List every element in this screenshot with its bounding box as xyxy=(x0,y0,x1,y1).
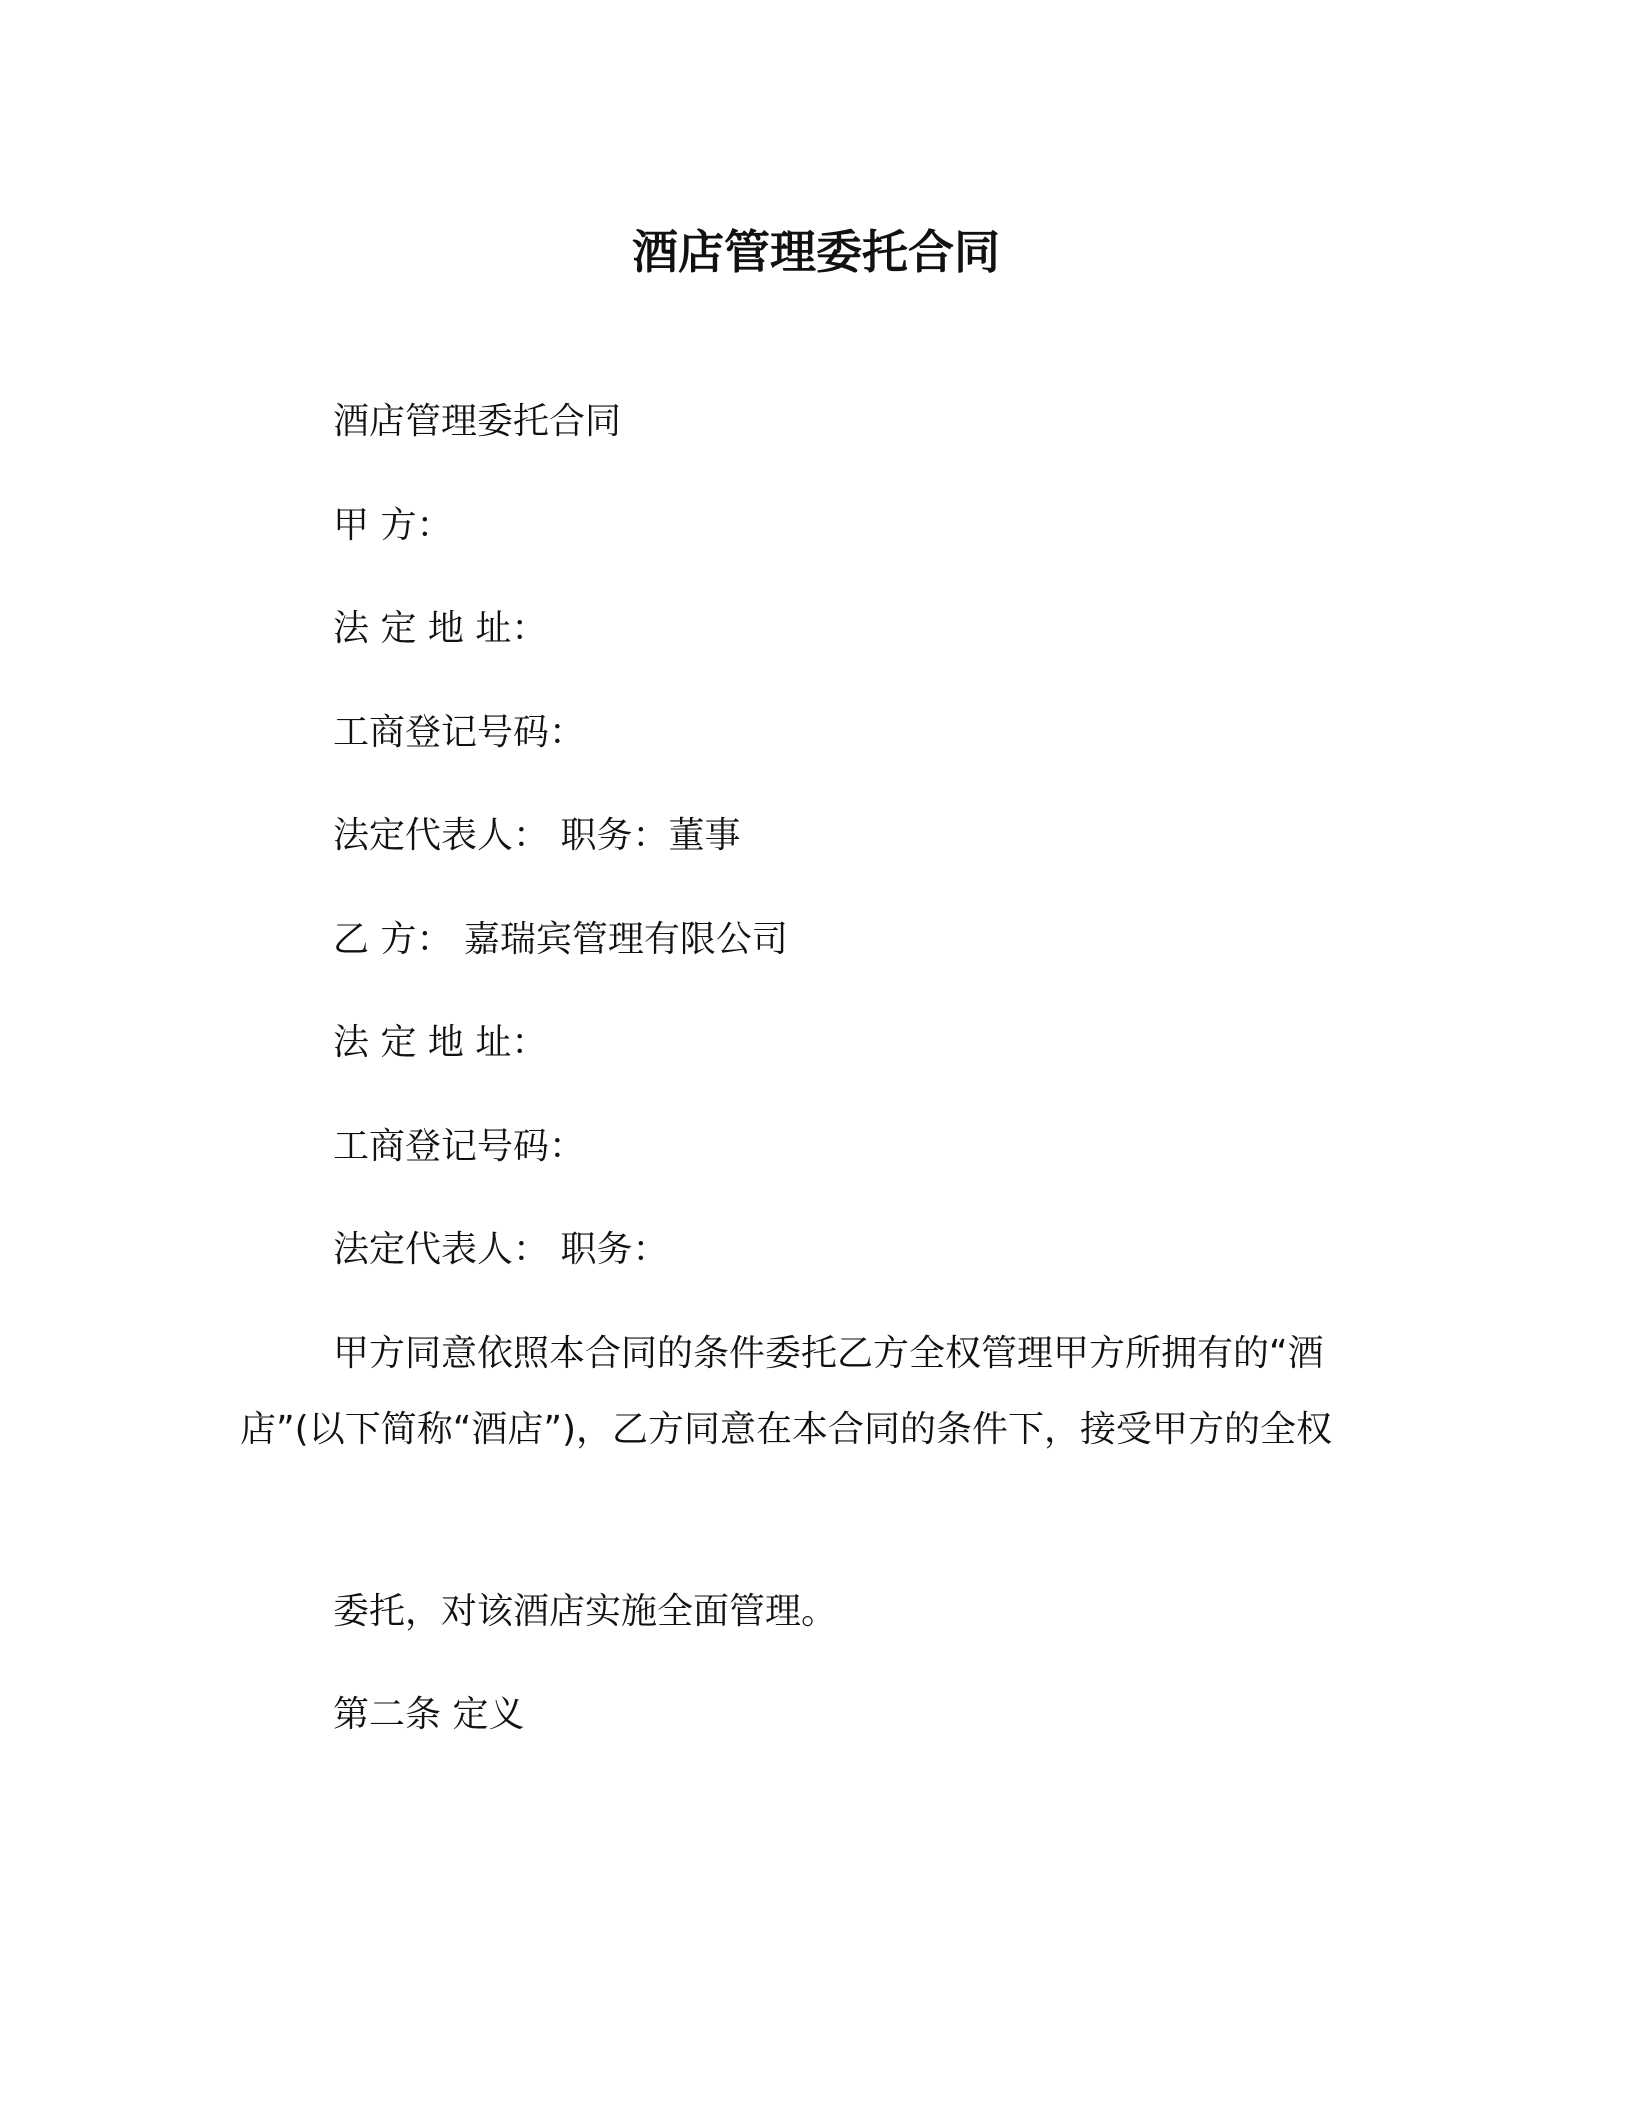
party-b-address-label: 法 定 地 址： xyxy=(333,1022,548,1063)
contract-heading: 酒店管理委托合同 xyxy=(333,401,622,442)
party-a-label: 甲 方： xyxy=(333,505,453,546)
party-a-representative-line: 法定代表人： 职务：董事 xyxy=(333,815,741,856)
party-a-registration-label: 工商登记号码： xyxy=(333,712,586,753)
agreement-paragraph: 甲方同意依照本合同的条件委托乙方全权管理甲方所拥有的“酒店”(以下简称“酒店”)，乙方同意在本合同的条件下，接受甲方的全权 xyxy=(240,1333,1333,1450)
article-two-heading: 第二条 定义 xyxy=(333,1694,525,1735)
paragraph-continuation: 委托，对该酒店实施全面管理。 xyxy=(333,1591,838,1632)
document-title: 酒店管理委托合同 xyxy=(632,225,1000,279)
party-b-representative-line: 法定代表人： 职务： xyxy=(333,1229,669,1270)
party-a-address-label: 法 定 地 址： xyxy=(333,608,548,649)
party-b-line: 乙 方： 嘉瑞宾管理有限公司 xyxy=(333,919,788,960)
party-b-registration-label: 工商登记号码： xyxy=(333,1126,586,1167)
